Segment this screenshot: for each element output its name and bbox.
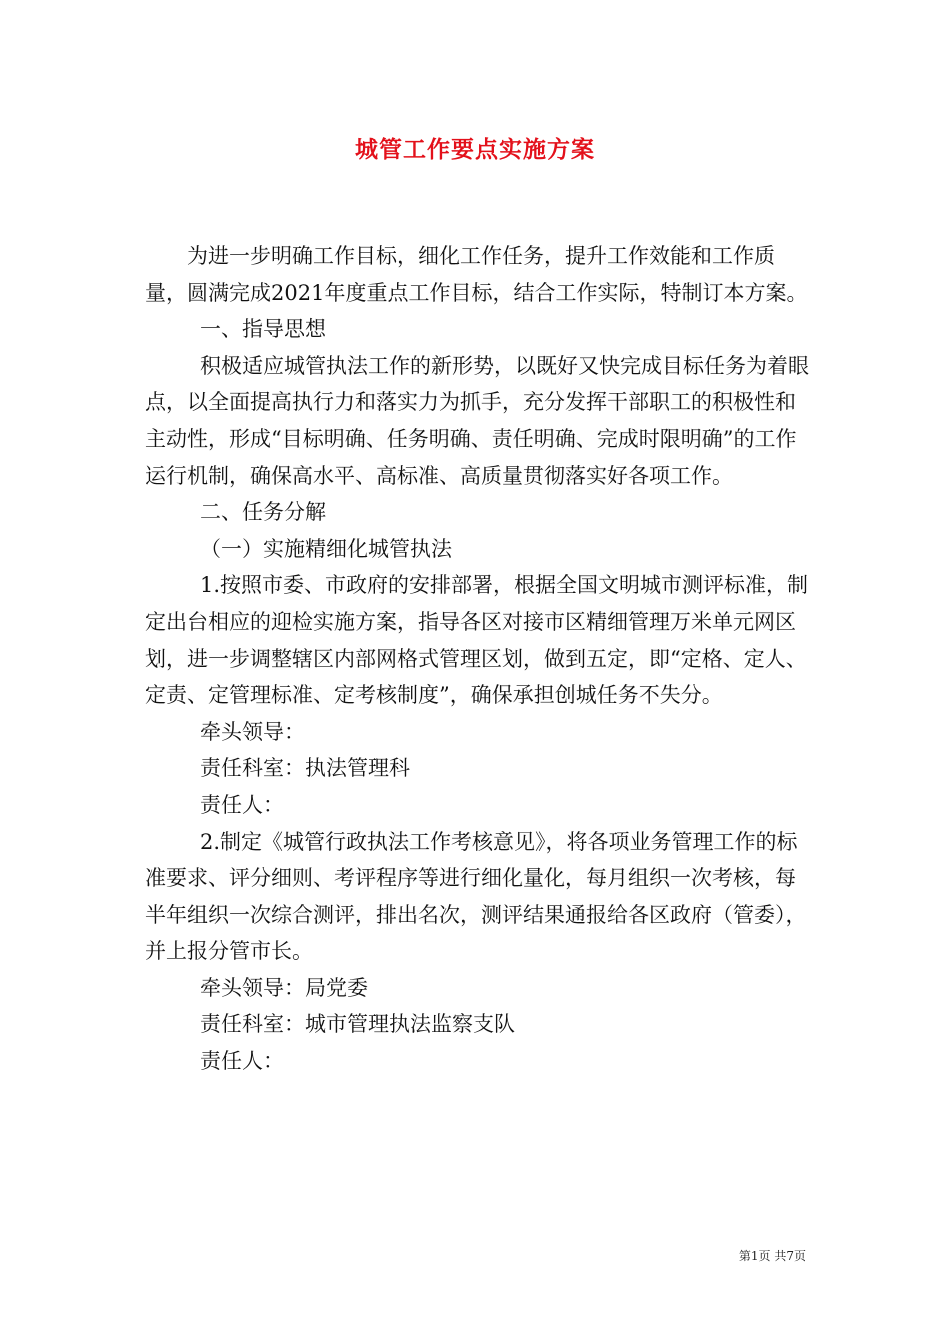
task-2-lead: 牵头领导：局党委 [200,975,368,1000]
task-1-person: 责任人： [200,792,284,817]
task-2-department: 责任科室：城市管理执法监察支队 [200,1012,515,1037]
intro-paragraph: 为进一步明确工作目标，细化工作任务，提升工作效能和工作质量，圆满完成2021年度重点工作目标，结合工作实际，特制订本方案。 [145,244,808,305]
section-heading-guiding-thought: 一、指导思想 [200,317,326,342]
guiding-thought-paragraph: 积极适应城管执法工作的新形势，以既好又快完成目标任务为着眼点，以全面提高执行力和落实力为抓手，充分发挥干部职工的积极性和主动性，形成“目标明确、任务明确、责任明确、完成时限明确”的工作运行机制，确保高水平、高标准、高质量贯彻落实好各项工作。 [145,353,809,488]
section-heading-task-breakdown: 二、任务分解 [200,500,326,525]
task-item-2: 2.制定《城管行政执法工作考核意见》，将各项业务管理工作的标准要求、评分细则、考评程序等进行细化量化，每月组织一次考核，每半年组织一次综合测评，排出名次，测评结果通报给各区政府（管委），并上报分管市长。 [145,829,807,964]
page-number: 第1页 共7页 [738,1249,806,1263]
task-item-1: 1.按照市委、市政府的安排部署，根据全国文明城市测评标准，制定出台相应的迎检实施方案，指导各区对接市区精细管理万米单元网区划，进一步调整辖区内部网格式管理区划，做到五定，即“定格、定人、定责、定管理标准、定考核制度”，确保承担创城任务不失分。 [145,573,809,708]
task-1-lead: 牵头领导： [200,719,305,744]
subsection-heading-refined-enforcement: （一）实施精细化城管执法 [200,536,452,561]
document-body [145,238,810,1080]
task-2-person: 责任人： [200,1049,284,1074]
task-1-department: 责任科室：执法管理科 [200,756,410,781]
document-title: 城管工作要点实施方案 [355,136,595,163]
